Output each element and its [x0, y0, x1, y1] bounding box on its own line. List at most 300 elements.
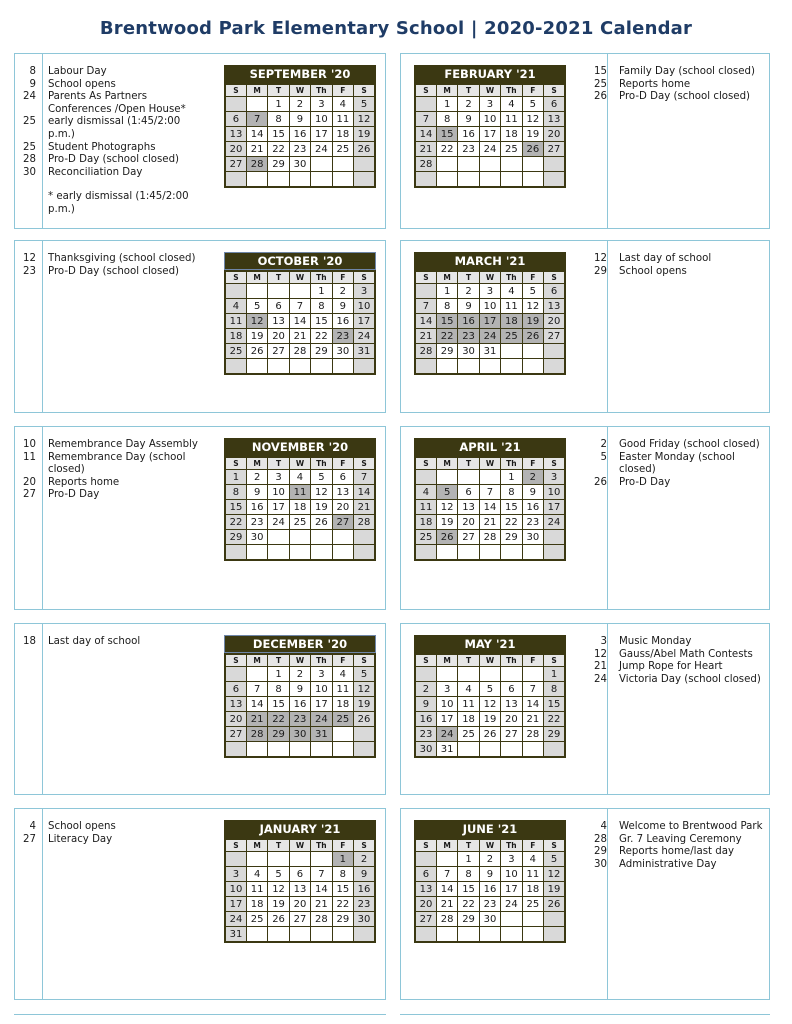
day-cell: 31	[436, 742, 457, 758]
day-cell: 8	[436, 112, 457, 127]
day-cell: 26	[311, 515, 332, 530]
day-cell: 6	[544, 97, 565, 112]
empty-cell	[436, 852, 457, 867]
day-cell: 9	[458, 299, 479, 314]
event-text: School opens	[48, 821, 116, 832]
day-cell: 7	[246, 112, 267, 127]
day-cell: 16	[415, 712, 436, 727]
event-list	[585, 636, 769, 686]
weekday-header: S	[415, 271, 436, 284]
empty-cell	[479, 742, 500, 758]
day-cell: 6	[332, 470, 353, 485]
day-cell: 5	[268, 867, 289, 882]
week-row	[225, 912, 375, 927]
day-cell: 8	[268, 112, 289, 127]
day-cell: 30	[246, 530, 267, 545]
weekday-header-row	[415, 84, 565, 97]
weekday-header: W	[479, 654, 500, 667]
day-cell: 21	[354, 500, 375, 515]
empty-cell	[289, 284, 310, 299]
day-cell: 13	[225, 127, 246, 142]
weekday-header: F	[522, 654, 543, 667]
weekday-header: M	[246, 654, 267, 667]
month-panel-september	[14, 53, 386, 229]
event-date: 12	[594, 253, 607, 264]
event-item	[585, 253, 769, 266]
weekday-header: S	[225, 457, 246, 470]
day-cell: 27	[268, 344, 289, 359]
empty-cell	[436, 157, 457, 172]
day-cell: 12	[522, 299, 543, 314]
event-item	[14, 266, 200, 279]
week-row	[415, 314, 565, 329]
day-cell: 4	[501, 97, 522, 112]
day-cell: 12	[268, 882, 289, 897]
event-date: 27	[23, 489, 36, 501]
empty-cell	[415, 284, 436, 299]
day-cell: 29	[332, 912, 353, 927]
event-text: Student Photographs	[48, 141, 156, 153]
day-cell: 16	[458, 314, 479, 329]
month-grid	[414, 653, 566, 758]
week-row	[415, 172, 565, 188]
day-cell: 2	[458, 284, 479, 299]
event-date: 26	[594, 91, 607, 103]
event-text: Good Friday (school closed)	[619, 439, 760, 450]
day-cell: 11	[332, 682, 353, 697]
event-text: Music Monday	[619, 636, 692, 647]
day-cell: 28	[246, 157, 267, 172]
day-cell: 12	[354, 682, 375, 697]
week-row	[225, 344, 375, 359]
day-cell: 15	[544, 697, 565, 712]
event-date: 24	[23, 91, 36, 103]
day-cell: 27	[501, 727, 522, 742]
day-cell: 25	[225, 344, 246, 359]
empty-cell	[354, 727, 375, 742]
weekday-header: S	[225, 271, 246, 284]
day-cell: 6	[458, 485, 479, 500]
weekday-header: S	[354, 271, 375, 284]
day-cell: 14	[479, 500, 500, 515]
day-cell: 25	[289, 515, 310, 530]
day-cell: 17	[479, 314, 500, 329]
day-cell: 29	[225, 530, 246, 545]
day-cell: 23	[458, 142, 479, 157]
day-cell: 14	[436, 882, 457, 897]
weekday-header: M	[436, 271, 457, 284]
day-cell: 25	[458, 727, 479, 742]
day-cell: 26	[522, 329, 543, 344]
week-row	[225, 314, 375, 329]
empty-cell	[289, 172, 310, 188]
month-panel-october	[14, 240, 386, 413]
empty-cell	[289, 927, 310, 943]
empty-cell	[436, 470, 457, 485]
day-cell: 15	[311, 314, 332, 329]
weekday-header: M	[436, 84, 457, 97]
event-item	[585, 636, 769, 649]
day-cell: 16	[458, 127, 479, 142]
week-row	[415, 142, 565, 157]
weekday-header: M	[246, 271, 267, 284]
day-cell: 20	[268, 329, 289, 344]
weekday-header: T	[458, 839, 479, 852]
day-cell: 5	[311, 470, 332, 485]
day-cell: 13	[544, 112, 565, 127]
day-cell: 9	[522, 485, 543, 500]
empty-cell	[225, 97, 246, 112]
event-item	[14, 821, 200, 834]
empty-cell	[544, 157, 565, 172]
day-cell: 15	[268, 127, 289, 142]
event-date: 12	[23, 253, 36, 264]
day-cell: 30	[458, 344, 479, 359]
empty-cell	[268, 742, 289, 758]
day-cell: 23	[332, 329, 353, 344]
day-cell: 27	[289, 912, 310, 927]
weekday-header: T	[458, 84, 479, 97]
empty-cell	[522, 359, 543, 375]
day-cell: 24	[225, 912, 246, 927]
day-cell: 20	[458, 515, 479, 530]
day-cell: 14	[246, 127, 267, 142]
weekday-header: T	[268, 457, 289, 470]
day-cell: 29	[436, 344, 457, 359]
day-cell: 17	[311, 127, 332, 142]
weekday-header: S	[415, 84, 436, 97]
day-cell: 28	[289, 344, 310, 359]
day-cell: 27	[225, 727, 246, 742]
weekday-header: M	[436, 839, 457, 852]
day-cell: 19	[311, 500, 332, 515]
day-cell: 6	[544, 284, 565, 299]
day-cell: 12	[436, 500, 457, 515]
day-cell: 18	[246, 897, 267, 912]
day-cell: 13	[415, 882, 436, 897]
empty-cell	[415, 545, 436, 561]
weekday-header: W	[479, 839, 500, 852]
day-cell: 24	[479, 142, 500, 157]
event-date: 10	[23, 439, 36, 450]
weekday-header: F	[332, 84, 353, 97]
empty-cell	[458, 545, 479, 561]
day-cell: 12	[311, 485, 332, 500]
month-title: DECEMBER '20	[224, 635, 376, 653]
weekday-header: Th	[311, 457, 332, 470]
day-cell: 7	[246, 682, 267, 697]
day-cell: 8	[501, 485, 522, 500]
empty-cell	[268, 852, 289, 867]
day-cell: 4	[246, 867, 267, 882]
day-cell: 1	[268, 97, 289, 112]
day-cell: 23	[289, 142, 310, 157]
day-cell: 19	[354, 127, 375, 142]
day-cell: 10	[311, 682, 332, 697]
day-cell: 29	[458, 912, 479, 927]
event-text: Last day of school	[619, 253, 712, 264]
week-row	[415, 530, 565, 545]
day-cell: 27	[332, 515, 353, 530]
event-text: Victoria Day (school closed)	[619, 673, 761, 685]
week-row	[225, 485, 375, 500]
day-cell: 11	[289, 485, 310, 500]
empty-cell	[311, 742, 332, 758]
day-cell: 4	[458, 682, 479, 697]
empty-cell	[354, 359, 375, 375]
day-cell: 4	[415, 485, 436, 500]
day-cell: 5	[354, 97, 375, 112]
weekday-header: W	[289, 457, 310, 470]
day-cell: 9	[246, 485, 267, 500]
empty-cell	[501, 172, 522, 188]
week-row	[225, 742, 375, 758]
day-cell: 22	[501, 515, 522, 530]
weekday-header: T	[458, 457, 479, 470]
day-cell: 15	[458, 882, 479, 897]
event-date: 30	[23, 166, 36, 178]
empty-cell	[246, 359, 267, 375]
empty-cell	[268, 172, 289, 188]
day-cell: 4	[332, 667, 353, 682]
weekday-header-row	[225, 457, 375, 470]
week-row	[415, 727, 565, 742]
day-cell: 2	[458, 97, 479, 112]
month-grid	[414, 456, 566, 561]
day-cell: 26	[354, 712, 375, 727]
bottom-rule-left	[14, 1014, 386, 1015]
day-cell: 22	[268, 712, 289, 727]
month-panel-february	[400, 53, 770, 229]
day-cell: 27	[544, 142, 565, 157]
day-cell: 6	[225, 682, 246, 697]
day-cell: 7	[479, 485, 500, 500]
event-text: Parents As Partners Conferences /Open House*	[48, 91, 186, 115]
day-cell: 28	[246, 727, 267, 742]
day-cell: 25	[522, 897, 543, 912]
month-calendar	[414, 820, 566, 943]
week-row	[225, 284, 375, 299]
month-grid	[414, 83, 566, 188]
day-cell: 15	[501, 500, 522, 515]
day-cell: 2	[289, 667, 310, 682]
day-cell: 4	[501, 284, 522, 299]
empty-cell	[479, 470, 500, 485]
day-cell: 28	[311, 912, 332, 927]
weekday-header: W	[289, 84, 310, 97]
day-cell: 1	[268, 667, 289, 682]
event-date: 15	[594, 66, 607, 77]
day-cell: 26	[246, 344, 267, 359]
empty-cell	[479, 545, 500, 561]
event-item	[585, 91, 769, 104]
month-title: MARCH '21	[414, 252, 566, 270]
day-cell: 1	[436, 284, 457, 299]
day-cell: 3	[479, 284, 500, 299]
event-item	[14, 167, 200, 180]
event-text: Pro-D Day	[48, 489, 100, 501]
week-row	[415, 157, 565, 172]
empty-cell	[479, 359, 500, 375]
empty-cell	[544, 172, 565, 188]
empty-cell	[458, 359, 479, 375]
day-cell: 28	[436, 912, 457, 927]
day-cell: 14	[415, 127, 436, 142]
week-row	[225, 530, 375, 545]
week-row	[225, 697, 375, 712]
event-text: Easter Monday (school closed)	[619, 451, 735, 476]
day-cell: 16	[246, 500, 267, 515]
day-cell: 27	[458, 530, 479, 545]
month-title: JANUARY '21	[224, 820, 376, 838]
week-row	[225, 712, 375, 727]
day-cell: 19	[544, 882, 565, 897]
empty-cell	[354, 530, 375, 545]
day-cell: 13	[225, 697, 246, 712]
day-cell: 20	[332, 500, 353, 515]
day-cell: 5	[544, 852, 565, 867]
weekday-header: S	[354, 654, 375, 667]
empty-cell	[332, 157, 353, 172]
empty-cell	[522, 344, 543, 359]
day-cell: 16	[332, 314, 353, 329]
empty-cell	[354, 157, 375, 172]
empty-cell	[354, 172, 375, 188]
weekday-header: S	[544, 839, 565, 852]
event-text: Gauss/Abel Math Contests	[619, 648, 753, 660]
weekday-header: F	[332, 839, 353, 852]
event-item	[14, 79, 200, 92]
week-row	[415, 470, 565, 485]
empty-cell	[544, 912, 565, 927]
day-cell: 24	[479, 329, 500, 344]
empty-cell	[289, 530, 310, 545]
empty-cell	[332, 359, 353, 375]
day-cell: 6	[501, 682, 522, 697]
empty-cell	[354, 742, 375, 758]
page-title: Brentwood Park Elementary School | 2020-2021 Calendar	[99, 18, 693, 39]
event-text: Pro-D Day (school closed)	[619, 91, 751, 103]
day-cell: 4	[332, 97, 353, 112]
day-cell: 2	[332, 284, 353, 299]
event-date: 20	[23, 476, 36, 488]
month-title: SEPTEMBER '20	[224, 65, 376, 83]
event-item	[14, 477, 200, 490]
day-cell: 13	[544, 299, 565, 314]
day-cell: 3	[225, 867, 246, 882]
empty-cell	[479, 172, 500, 188]
event-date: 11	[23, 451, 36, 463]
day-cell: 21	[246, 712, 267, 727]
month-grid	[224, 838, 376, 943]
event-date: 27	[23, 833, 36, 845]
week-row	[225, 727, 375, 742]
weekday-header: Th	[501, 84, 522, 97]
week-row	[415, 712, 565, 727]
day-cell: 3	[311, 667, 332, 682]
day-cell: 21	[415, 142, 436, 157]
day-cell: 21	[479, 515, 500, 530]
day-cell: 2	[522, 470, 543, 485]
event-date: 26	[594, 476, 607, 488]
day-cell: 1	[501, 470, 522, 485]
month-panel-june	[400, 808, 770, 1000]
empty-cell	[246, 545, 267, 561]
day-cell: 17	[501, 882, 522, 897]
day-cell: 7	[522, 682, 543, 697]
empty-cell	[436, 545, 457, 561]
day-cell: 6	[225, 112, 246, 127]
day-cell: 12	[354, 112, 375, 127]
day-cell: 17	[544, 500, 565, 515]
empty-cell	[522, 927, 543, 943]
event-text: Reconciliation Day	[48, 166, 143, 178]
day-cell: 24	[501, 897, 522, 912]
day-cell: 10	[268, 485, 289, 500]
empty-cell	[332, 530, 353, 545]
empty-cell	[225, 742, 246, 758]
day-cell: 16	[289, 697, 310, 712]
week-row	[225, 329, 375, 344]
month-title: NOVEMBER '20	[224, 438, 376, 456]
weekday-header: S	[544, 84, 565, 97]
day-cell: 20	[544, 314, 565, 329]
note-text: * early dismissal (1:45/2:00 p.m.)	[48, 191, 189, 215]
week-row	[225, 470, 375, 485]
empty-cell	[458, 172, 479, 188]
day-cell: 7	[415, 112, 436, 127]
day-cell: 6	[415, 867, 436, 882]
week-row	[415, 299, 565, 314]
week-row	[225, 867, 375, 882]
event-item	[585, 439, 769, 452]
day-cell: 25	[415, 530, 436, 545]
day-cell: 21	[289, 329, 310, 344]
day-cell: 22	[458, 897, 479, 912]
weekday-header: S	[225, 654, 246, 667]
day-cell: 9	[479, 867, 500, 882]
weekday-header: S	[415, 654, 436, 667]
day-cell: 23	[458, 329, 479, 344]
day-cell: 25	[332, 712, 353, 727]
event-text: early dismissal (1:45/2:00 p.m.)	[48, 116, 181, 140]
empty-cell	[246, 97, 267, 112]
event-date: 3	[600, 636, 607, 647]
day-cell: 12	[479, 697, 500, 712]
empty-cell	[268, 359, 289, 375]
day-cell: 7	[289, 299, 310, 314]
month-title: OCTOBER '20	[224, 252, 376, 270]
empty-cell	[458, 927, 479, 943]
event-text: School opens	[48, 78, 116, 90]
event-date: 4	[600, 821, 607, 832]
day-cell: 18	[415, 515, 436, 530]
week-row	[415, 667, 565, 682]
day-cell: 10	[354, 299, 375, 314]
empty-cell	[415, 852, 436, 867]
day-cell: 24	[544, 515, 565, 530]
event-date: 29	[594, 846, 607, 858]
weekday-header: W	[479, 271, 500, 284]
day-cell: 18	[501, 314, 522, 329]
empty-cell	[544, 530, 565, 545]
week-row	[415, 344, 565, 359]
week-row	[225, 852, 375, 867]
day-cell: 15	[436, 127, 457, 142]
day-cell: 11	[415, 500, 436, 515]
event-item	[14, 834, 200, 847]
month-panel-april	[400, 426, 770, 610]
